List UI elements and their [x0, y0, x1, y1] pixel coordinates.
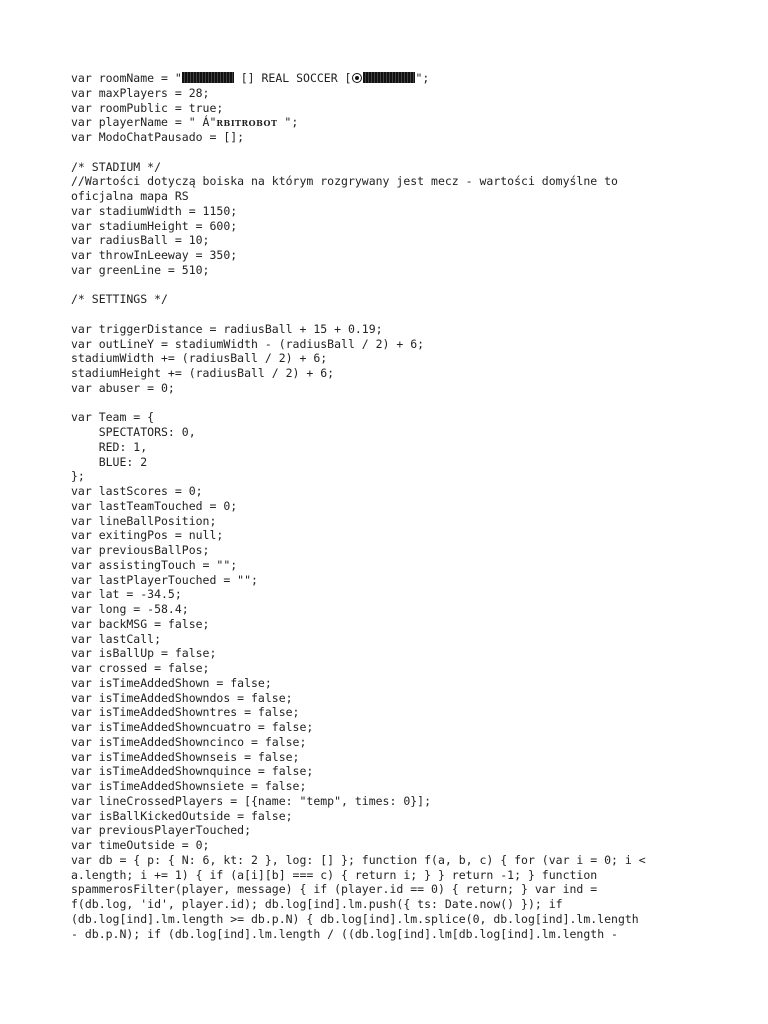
code-line: var isTimeAddedShowndos = false;	[71, 690, 293, 705]
code-line: var isTimeAddedShownseis = false;	[71, 749, 300, 764]
blank-line	[71, 396, 711, 411]
code-line: var exitingPos = null;	[71, 528, 224, 543]
code-line: var Team = {	[71, 410, 155, 425]
code-text: ";	[277, 115, 299, 130]
code-line: //Wartości dotyczą boiska na którym rozgrywany jest mecz - wartości domyślne to	[71, 174, 618, 189]
code-line: var lat = -34.5;	[71, 587, 182, 602]
code-line: var stadiumWidth = 1150;	[71, 203, 238, 218]
code-line: var maxPlayers = 28;	[71, 85, 210, 100]
code-line: var previousBallPos;	[71, 543, 210, 557]
code-line: oficjalna mapa RS	[71, 189, 189, 203]
blank-line	[71, 307, 711, 322]
code-text: ";	[415, 71, 430, 85]
code-line: var abuser = 0;	[71, 380, 175, 395]
code-line: var lastPlayerTouched = "";	[71, 572, 258, 587]
code-line: var radiusBall = 10;	[71, 233, 210, 248]
code-line: spammerosFilter(player, message) { if (player.id == 0) { return; } var ind =	[71, 882, 598, 897]
code-line: /* SETTINGS */	[71, 292, 168, 307]
code-line: var previousPlayerTouched;	[71, 823, 252, 838]
code-line: var long = -58.4;	[71, 602, 189, 616]
code-line: var db = { p: { N: 6, kt: 2 }, log: [] }; function f(a, b, c) { for (var i = 0; i <	[71, 852, 646, 867]
code-line	[71, 71, 711, 86]
code-line	[71, 115, 711, 130]
code-line: var lineBallPosition;	[71, 513, 217, 528]
code-text: var playerName = " Á"	[71, 115, 217, 130]
code-line: (db.log[ind].lm.length >= db.p.N) { db.log[ind].lm.splice(0, db.log[ind].lm.length	[71, 911, 639, 926]
code-line: var isBallKickedOutside = false;	[71, 808, 293, 823]
code-line: var isTimeAddedShownquince = false;	[71, 764, 314, 779]
code-line: stadiumWidth += (radiusBall / 2) + 6;	[71, 351, 328, 366]
code-line: RED: 1,	[71, 439, 148, 454]
code-line: var isTimeAddedShown = false;	[71, 675, 272, 690]
code-line: BLUE: 2	[71, 454, 148, 469]
code-line: var lastCall;	[71, 631, 162, 646]
soccer-ball-icon	[352, 73, 362, 83]
code-line: var isBallUp = false;	[71, 646, 217, 661]
blank-line	[71, 145, 711, 160]
code-line: var roomPublic = true;	[71, 100, 224, 115]
code-line: var triggerDistance = radiusBall + 15 + 0.19;	[71, 321, 383, 336]
code-line: var ModoChatPausado = [];	[71, 130, 245, 144]
code-line: /* STADIUM */	[71, 159, 162, 174]
code-line: - db.p.N); if (db.log[ind].lm.length / ((db.log[ind].lm[db.log[ind].lm.length -	[71, 926, 618, 941]
code-text: [] REAL SOCCER [	[233, 71, 352, 85]
code-listing	[71, 71, 711, 941]
code-line: var isTimeAddedShowncinco = false;	[71, 734, 307, 749]
code-line: var crossed = false;	[71, 661, 210, 675]
code-line: };	[71, 469, 85, 484]
code-line: var lineCrossedPlayers = [{name: "temp", times: 0}];	[71, 793, 432, 808]
code-line: var isTimeAddedShownsiete = false;	[71, 779, 307, 793]
redacted-glyphs	[363, 72, 415, 83]
code-line: var timeOutside = 0;	[71, 838, 210, 852]
code-line: SPECTATORS: 0,	[71, 425, 196, 439]
code-line: f(db.log, 'id', player.id); db.log[ind].lm.push({ ts: Date.now() }); if	[71, 897, 563, 911]
blank-line	[71, 278, 711, 293]
code-line: var isTimeAddedShowntres = false;	[71, 705, 300, 720]
code-line: var lastScores = 0;	[71, 484, 203, 498]
code-line: var lastTeamTouched = 0;	[71, 498, 238, 513]
code-text: var roomName = "	[71, 71, 182, 85]
code-line: a.length; i += 1) { if (a[i][b] === c) { return i; } } return -1; } function	[71, 867, 598, 882]
code-line: var outLineY = stadiumWidth - (radiusBall / 2) + 6;	[71, 336, 425, 351]
code-line: var throwInLeeway = 350;	[71, 248, 238, 262]
redacted-glyphs	[182, 72, 234, 83]
code-line: var backMSG = false;	[71, 616, 210, 631]
code-line: var stadiumHeight = 600;	[71, 218, 238, 233]
code-line: stadiumHeight += (radiusBall / 2) + 6;	[71, 366, 335, 380]
code-line: var assistingTouch = "";	[71, 557, 238, 572]
code-text-smallcaps: RBITROBOT	[216, 118, 278, 129]
code-line: var greenLine = 510;	[71, 262, 210, 277]
code-line: var isTimeAddedShowncuatro = false;	[71, 720, 314, 734]
